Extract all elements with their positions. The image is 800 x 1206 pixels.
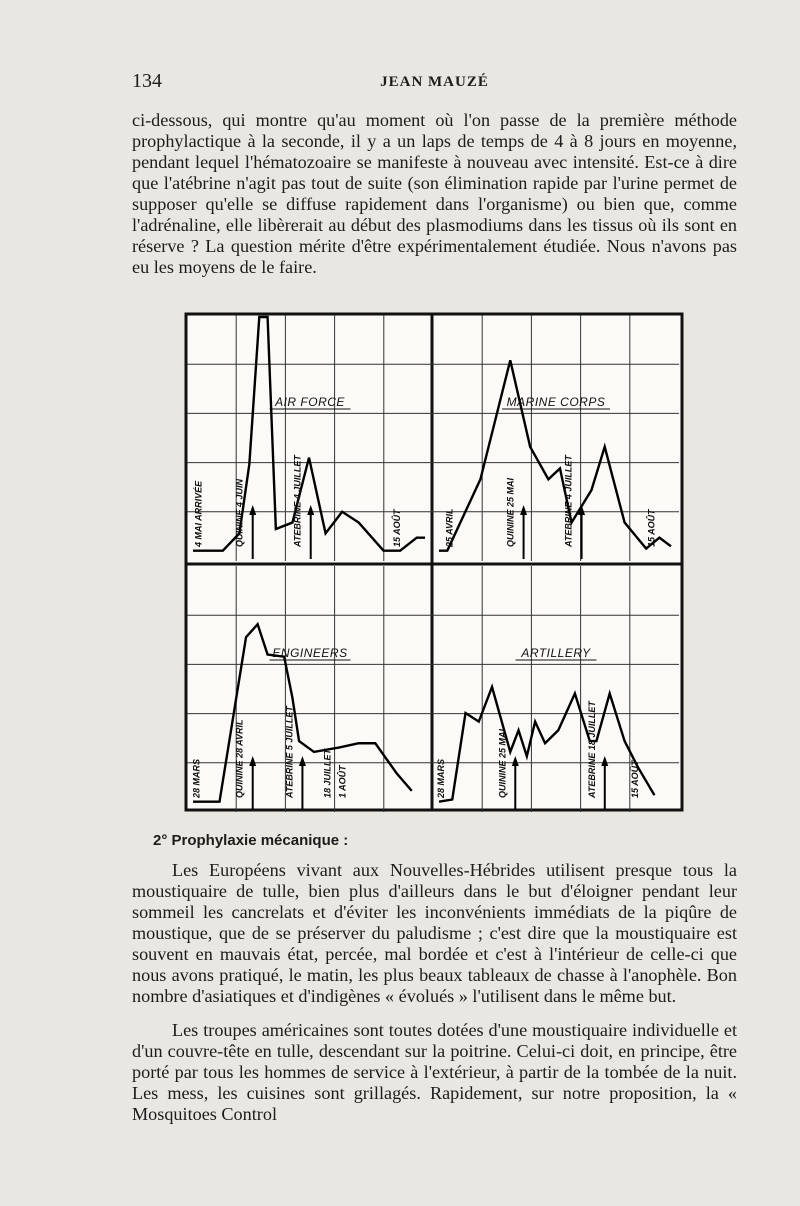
malaria-charts xyxy=(184,312,684,812)
annotation-label: ATEBRINE 18 JUILLET xyxy=(586,701,597,798)
annotation-label: QUININE 4 JUIN xyxy=(234,478,245,547)
annotation-label: 15 AOÛT xyxy=(646,509,657,547)
annotation-label: ATEBRINE 5 JUILLET xyxy=(284,706,295,798)
chart-title: AIR FORCE xyxy=(275,395,345,410)
annotation-label: 25 AVRIL xyxy=(444,508,455,547)
annotation-label: 28 MARS xyxy=(191,758,202,798)
annotation-label: 28 MARS xyxy=(435,758,446,798)
section-heading: 2° Prophylaxie mécanique : xyxy=(153,832,349,849)
chart-title: ENGINEERS xyxy=(272,646,348,661)
annotation-label: 1 AOÛT xyxy=(337,765,348,798)
chart-title: MARINE CORPS xyxy=(506,395,606,410)
annotation-label: QUININE 25 MAI xyxy=(505,477,516,547)
page-number: 134 xyxy=(132,70,162,92)
annotation-label: ATEBRINE 4 JUILLET xyxy=(292,455,303,547)
paragraph-3: Les troupes américaines sont toutes dotées d'une moustiquaire individuelle et d'un couvre-tête en tulle, descendant sur la poitrine. Celui-ci doit, en principe, être porté par tous les hommes de service à l'extérieur, à partir de la tombée de la nuit. Les mess, les cuisines sont grillagés. Rapidement, sur notre proposition, la « Mosquitoes Control xyxy=(132,1020,737,1124)
annotation-label: ATEBRINE 4 JUILLET xyxy=(563,455,574,547)
annotation-label: 15 AOÛT xyxy=(392,509,403,547)
annotation-label: 15 AOÛT xyxy=(629,760,640,798)
chart-title: ARTILLERY xyxy=(521,646,591,661)
annotation-label: QUININE 28 AVRIL xyxy=(234,719,245,798)
chart-frame xyxy=(186,314,682,810)
annotation-label: 18 JUILLET xyxy=(322,748,333,798)
annotation-label: 4 MAI ARRIVÉE xyxy=(193,480,204,547)
paragraph-1: ci-dessous, qui montre qu'au moment où l'on passe de la première méthode prophylactique à la seconde, il y a un laps de temps de 4 à 8 jours en moyenne, pendant lequel l'hématozoaire se manifeste à nouveau avec intensité. Est-ce à dire que l'atébrine n'agit pas tout de suite (son élimination rapide par l'urine permet de supposer qu'elle se diffuse rapidement dans l'organisme) ou bien que, comme l'adrénaline, elle libèrerait au début des plasmodiums dans les tissus où ils sont en réserve ? La question mérite d'être expérimentalement étudiée. Nous n'avons pas eu les moyens de le faire. xyxy=(132,110,737,277)
annotation-label: QUININE 25 MAI xyxy=(497,728,508,798)
running-head: JEAN MAUZÉ xyxy=(380,74,489,90)
page-header xyxy=(132,64,737,94)
paragraph-2: Les Européens vivant aux Nouvelles-Hébrides utilisent presque tous la moustiquaire de tulle, bien plus d'ailleurs dans le but d'éloigner pendant leur sommeil les cancrelats et d'éviter les inconvénients immédiats de la piqûre de moustique, que de se préserver du paludisme ; c'est dire que la moustiquaire est souvent en mauvais état, percée, mal bordée et c'est à l'intérieur de celle-ci que nous avons pratiqué, le matin, les plus beaux tableaux de chasse à l'anophèle. Bon nombre d'asiatiques et d'indigènes « évolués » l'utilisent dans le même but. xyxy=(132,860,737,1006)
